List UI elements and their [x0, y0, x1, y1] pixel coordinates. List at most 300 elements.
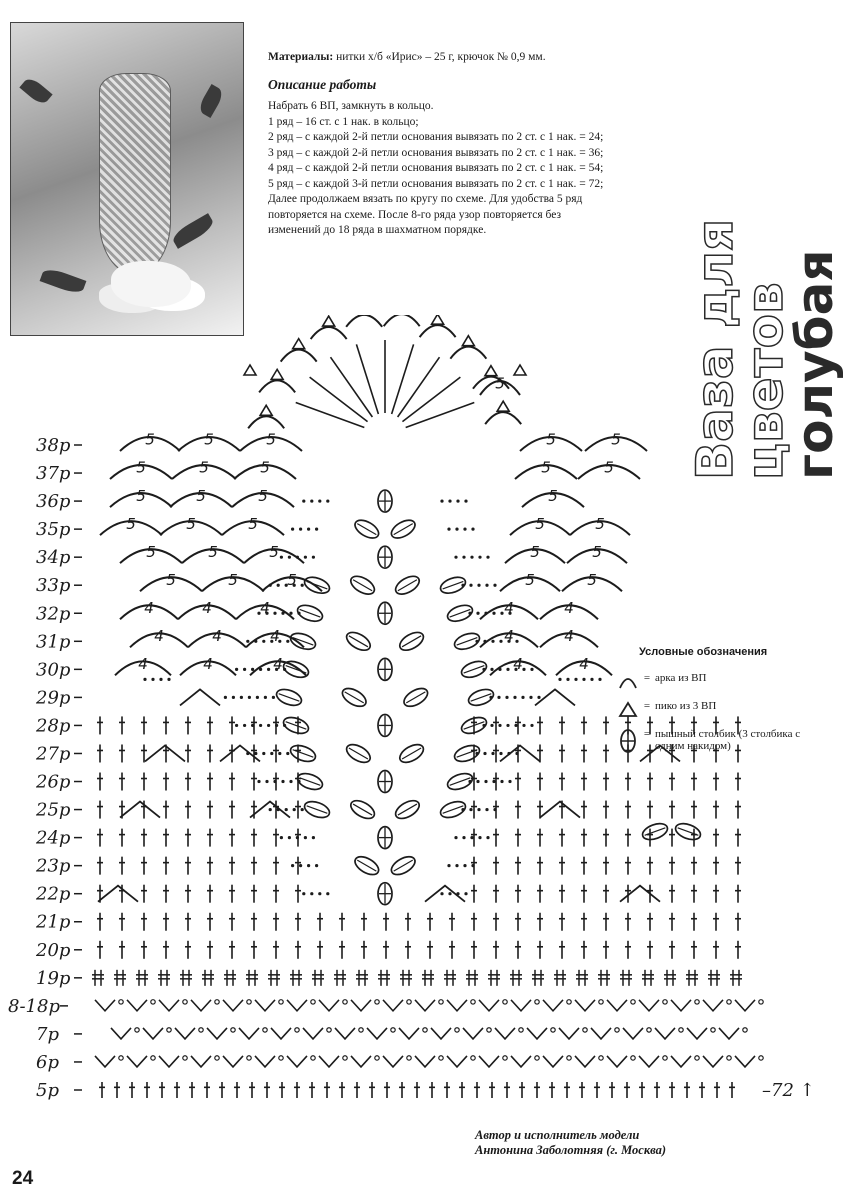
chain-stitch — [500, 612, 503, 615]
chain-stitch — [275, 724, 278, 727]
v-stitch — [383, 1056, 403, 1067]
peak-stitches — [620, 886, 660, 902]
chain-stitch — [183, 1056, 187, 1060]
chain-stitch — [448, 892, 451, 895]
chain-arch — [259, 380, 295, 392]
v-stitch — [287, 1056, 307, 1067]
v-stitch — [415, 1000, 435, 1011]
chain-stitch — [272, 696, 275, 699]
stitch-symbol — [515, 773, 521, 791]
arch-count-label: 4 — [144, 598, 154, 617]
chain-stitch — [315, 864, 318, 867]
double-stitch-symbol — [356, 970, 368, 986]
stitch-symbol — [361, 941, 367, 959]
chain-stitch — [515, 752, 518, 755]
stitch-symbol — [691, 829, 697, 847]
v-stitch — [351, 1056, 371, 1067]
leaf-shape — [19, 75, 52, 107]
stitch-symbol — [537, 885, 543, 903]
v-stitch — [511, 1000, 531, 1011]
double-stitch-symbol — [224, 970, 236, 986]
row-label: 24р — [36, 827, 71, 849]
chain-stitch — [254, 752, 257, 755]
arch-count-label: 4 — [203, 655, 213, 674]
chain-stitch — [327, 1028, 331, 1032]
page-number: 24 — [12, 1168, 34, 1189]
chain-arch — [346, 315, 382, 327]
stitch-symbol — [119, 857, 125, 875]
stitch-symbol — [97, 913, 103, 931]
stitch-symbol — [669, 913, 675, 931]
chain-stitch — [289, 780, 292, 783]
chain-stitch — [312, 556, 315, 559]
v-stitch — [431, 1028, 451, 1039]
chain-stitch — [423, 1028, 427, 1032]
chain-stitch — [498, 724, 501, 727]
chain-stitch — [277, 808, 280, 811]
double-stitch-symbol — [664, 970, 676, 986]
leaf-puff-stitch-line — [464, 666, 485, 674]
fan-stitch — [356, 344, 378, 414]
stitch-symbol — [581, 744, 587, 762]
v-stitch — [383, 1000, 403, 1011]
v-stitch — [415, 1056, 435, 1067]
arch-count-label: 5 — [287, 570, 297, 589]
double-stitch-symbol — [510, 970, 522, 986]
double-stitch-symbol — [488, 970, 500, 986]
stitch-symbol — [559, 773, 565, 791]
stitch-symbol — [713, 857, 719, 875]
stitch-symbol — [493, 716, 499, 734]
chain-stitch — [464, 499, 467, 502]
chain-stitch — [477, 584, 480, 587]
chain-stitch — [301, 808, 304, 811]
chain-stitch — [507, 752, 510, 755]
chain-arch — [311, 327, 347, 339]
double-stitch-symbol — [114, 970, 126, 986]
chain-stitch — [743, 1028, 747, 1032]
fan-stitch — [296, 403, 365, 428]
stitch-symbol — [273, 857, 279, 875]
stitch-symbol — [229, 773, 235, 791]
stitch-symbol — [229, 913, 235, 931]
chain-arch — [384, 315, 420, 326]
stitch-symbol — [295, 941, 301, 959]
v-stitch — [447, 1000, 467, 1011]
stitch-symbol — [185, 801, 191, 819]
stitch-symbol — [449, 913, 455, 931]
stitch-symbol — [414, 1082, 420, 1098]
peak-stitches — [535, 689, 575, 705]
stitch-symbol — [691, 913, 697, 931]
chain-stitch — [297, 780, 300, 783]
stitch-symbol — [97, 773, 103, 791]
picot — [432, 315, 444, 324]
stitch-symbol — [309, 1082, 315, 1098]
legend-item-picot: = пико из 3 ВП — [617, 700, 827, 718]
stitch-symbol — [493, 857, 499, 875]
chain-stitch — [478, 556, 481, 559]
arch-count-label: 4 — [564, 627, 574, 646]
stitch-symbol — [594, 1082, 600, 1098]
stitch-symbol — [647, 857, 653, 875]
chain-stitch — [231, 1028, 235, 1032]
stitch-symbol — [603, 801, 609, 819]
chain-stitch — [293, 808, 296, 811]
row-label: 37р — [36, 463, 71, 485]
stitch-symbol — [229, 885, 235, 903]
v-stitch — [223, 1056, 243, 1067]
row-label: 22р — [36, 883, 71, 905]
leaf-puff-stitch-line — [443, 806, 464, 814]
leaf-puff-stitch-line — [450, 778, 471, 786]
chain-stitch — [440, 892, 443, 895]
peak-stitches — [500, 745, 540, 761]
chain-stitch — [251, 724, 254, 727]
stitch-symbol — [579, 1082, 585, 1098]
v-stitch — [607, 1056, 627, 1067]
chain-stitch — [499, 640, 502, 643]
stitch-symbol — [624, 1082, 630, 1098]
stitch-symbol — [119, 716, 125, 734]
stitch-symbol — [735, 801, 741, 819]
description-line: 1 ряд – 16 ст. с 1 нак. в кольцо; — [268, 115, 419, 128]
stitch-symbol — [639, 1082, 645, 1098]
chain-stitch — [599, 1000, 603, 1004]
leaf-puff-stitch-line — [471, 694, 492, 702]
chain-stitch — [291, 528, 294, 531]
chain-stitch — [297, 612, 300, 615]
stitch-symbol — [207, 857, 213, 875]
stitch-symbol — [735, 885, 741, 903]
v-stitch — [303, 1028, 323, 1039]
chain-stitch — [302, 892, 305, 895]
arch-count-label: 5 — [146, 542, 156, 561]
chain-stitch — [477, 808, 480, 811]
stitch-symbol — [119, 829, 125, 847]
stitch-symbol — [251, 885, 257, 903]
chain-stitch — [232, 696, 235, 699]
chain-stitch — [318, 499, 321, 502]
chain-stitch — [521, 696, 524, 699]
chain-stitch — [711, 1028, 715, 1032]
double-stitch-symbol — [400, 970, 412, 986]
row-label: 30р — [36, 659, 71, 681]
chain-stitch — [224, 696, 227, 699]
stitch-symbol — [625, 913, 631, 931]
chain-stitch — [391, 1028, 395, 1032]
arch-count-label: 4 — [260, 598, 270, 617]
stitch-symbol — [559, 913, 565, 931]
stitch-symbol — [581, 801, 587, 819]
picot — [260, 405, 272, 415]
stitch-symbol — [141, 716, 147, 734]
chain-stitch — [151, 1056, 155, 1060]
stitch-symbol — [189, 1082, 195, 1098]
row-label: 5р — [36, 1080, 59, 1101]
chain-stitch — [283, 724, 286, 727]
chain-stitch — [476, 780, 479, 783]
chain-stitch — [359, 1028, 363, 1032]
chain-stitch — [530, 668, 533, 671]
legend-item-puff: = пышный столбик (3 столбика с одним накидом) — [617, 728, 827, 754]
leaf-shape — [40, 266, 87, 296]
v-stitch — [703, 1000, 723, 1011]
arch-count-label: 5 — [166, 570, 176, 589]
row-label: 19р — [36, 967, 71, 989]
stitch-symbol — [647, 941, 653, 959]
stitch-symbol — [229, 941, 235, 959]
v-stitch — [255, 1000, 275, 1011]
description-line: Набрать 6 ВП, замкнуть в кольцо. — [268, 100, 434, 112]
v-stitch — [399, 1028, 419, 1039]
stitch-symbol — [603, 885, 609, 903]
stitch-symbol — [97, 941, 103, 959]
stitch-symbol — [229, 801, 235, 819]
arch-count-label: 5 — [587, 570, 597, 589]
stitch-symbol — [163, 913, 169, 931]
row-label: 32р — [36, 603, 71, 625]
chain-stitch — [135, 1028, 139, 1032]
stitch-symbol — [515, 941, 521, 959]
double-stitch-symbol — [268, 970, 280, 986]
chain-stitch — [456, 499, 459, 502]
stitch-symbol — [669, 1082, 675, 1098]
stitch-symbol — [163, 941, 169, 959]
chain-stitch — [514, 724, 517, 727]
row-label: 26р — [36, 771, 71, 793]
arch-count-label: 4 — [504, 627, 514, 646]
stitch-symbol — [207, 744, 213, 762]
chain-stitch — [519, 1028, 523, 1032]
chain-stitch — [286, 752, 289, 755]
chain-stitch — [455, 528, 458, 531]
stitch-symbol — [273, 744, 279, 762]
stitch-symbol — [97, 744, 103, 762]
chain-stitch — [304, 836, 307, 839]
chain-stitch — [471, 1000, 475, 1004]
stitch-symbol — [251, 941, 257, 959]
chain-stitch — [535, 1056, 539, 1060]
chain-stitch — [470, 836, 473, 839]
arch-count-label: 5 — [595, 514, 605, 533]
puff-stitch-symbol-icon — [617, 728, 639, 754]
description-line: Далее продолжаем вязать по кругу по схеме. Для удобства 5 ряд — [268, 193, 583, 205]
chain-stitch — [247, 1000, 251, 1004]
chain-stitch — [590, 678, 593, 681]
chain-stitch — [475, 752, 478, 755]
stitch-symbol — [603, 744, 609, 762]
chain-stitch — [167, 1028, 171, 1032]
v-stitch — [479, 1000, 499, 1011]
chain-stitch — [471, 528, 474, 531]
stitch-symbol — [493, 913, 499, 931]
chain-stitch — [183, 1000, 187, 1004]
stitch-symbol — [119, 773, 125, 791]
v-stitch — [175, 1028, 195, 1039]
stitch-symbol — [735, 829, 741, 847]
chain-stitch — [264, 696, 267, 699]
stitch-symbol — [669, 885, 675, 903]
chain-stitch — [535, 1000, 539, 1004]
stitch-symbol — [519, 1082, 525, 1098]
stitch-symbol — [185, 716, 191, 734]
stitch-symbol — [489, 1082, 495, 1098]
stitch-symbol — [537, 716, 543, 734]
chain-stitch — [270, 752, 273, 755]
arch-count-label: 5 — [258, 486, 268, 505]
stitch-symbol — [713, 773, 719, 791]
chain-stitch — [246, 640, 249, 643]
stitch-symbol — [207, 829, 213, 847]
row-label: 33р — [36, 575, 71, 597]
chain-stitch — [247, 1056, 251, 1060]
stitch-symbol — [264, 1082, 270, 1098]
chain-stitch — [273, 612, 276, 615]
description-line: изменений до 18 ряда в шахматном порядке. — [268, 224, 487, 236]
chain-stitch — [302, 499, 305, 502]
chain-stitch — [497, 696, 500, 699]
chain-stitch — [522, 668, 525, 671]
arch-count-label: 5 — [199, 458, 209, 477]
stitch-symbol — [141, 773, 147, 791]
stitch-symbol — [114, 1082, 120, 1098]
stitch-symbol — [317, 913, 323, 931]
chain-stitch — [483, 752, 486, 755]
v-stitch — [287, 1000, 307, 1011]
chain-stitch — [311, 1056, 315, 1060]
stitch-symbol — [549, 1082, 555, 1098]
double-stitch-symbol — [180, 970, 192, 986]
stitch-symbol — [273, 829, 279, 847]
stitch-symbol — [691, 801, 697, 819]
double-stitch-symbol — [246, 970, 258, 986]
stitch-symbol — [714, 1082, 720, 1098]
chain-stitch — [246, 752, 249, 755]
v-stitch — [111, 1028, 131, 1039]
double-stitch-symbol — [378, 970, 390, 986]
row-label: 20р — [36, 939, 71, 961]
description-line: 4 ряд – с каждой 2-й петли основания вывязать по 2 ст. с 1 нак. = 54; — [268, 162, 604, 174]
chain-stitch — [647, 1028, 651, 1032]
crochet-vase-image — [99, 73, 171, 275]
double-stitch-symbol — [136, 970, 148, 986]
chain-stitch — [759, 1000, 763, 1004]
vase-photo — [10, 22, 244, 336]
leaf-puff-stitch-line — [279, 694, 300, 702]
arch-count-label: 5 — [604, 458, 614, 477]
v-stitch — [543, 1000, 563, 1011]
chain-stitch — [491, 640, 494, 643]
chain-stitch — [486, 836, 489, 839]
picot — [293, 339, 305, 349]
chain-stitch — [243, 724, 246, 727]
leaf-puff-stitch-line — [645, 828, 666, 836]
leaf-shape — [170, 213, 216, 249]
stitch-symbol — [647, 913, 653, 931]
chain-arch — [450, 347, 486, 359]
chain-stitch — [500, 780, 503, 783]
arch-count-label: 4 — [504, 598, 514, 617]
chain-stitch — [695, 1000, 699, 1004]
description-title: Описание работы — [268, 77, 377, 92]
chain-stitch — [326, 892, 329, 895]
v-stitch — [607, 1000, 627, 1011]
picot-symbol-icon — [617, 700, 639, 718]
stitch-symbol — [713, 913, 719, 931]
fan-stitch — [406, 403, 475, 428]
chain-stitch — [277, 584, 280, 587]
chain-arch — [485, 412, 521, 424]
stitch-symbol — [735, 913, 741, 931]
stitch-symbol — [97, 801, 103, 819]
v-stitch — [223, 1000, 243, 1011]
chain-stitch — [265, 780, 268, 783]
stitch-symbol — [581, 829, 587, 847]
stitch-symbol — [185, 829, 191, 847]
stitch-symbol — [729, 1082, 735, 1098]
fan-stitch — [310, 377, 368, 421]
stitch-symbol — [229, 829, 235, 847]
chain-stitch — [485, 584, 488, 587]
stitch-symbol — [581, 941, 587, 959]
chain-stitch — [280, 836, 283, 839]
double-stitch-symbol — [532, 970, 544, 986]
arch-count-label: 4 — [212, 627, 222, 646]
row-label: 8-18р — [8, 995, 60, 1017]
stitch-symbol — [207, 773, 213, 791]
row-label: 38р — [36, 435, 71, 456]
v-stitch — [143, 1028, 163, 1039]
picot — [514, 365, 526, 375]
chain-stitch — [235, 668, 238, 671]
chain-stitch — [470, 556, 473, 559]
chain-stitch — [482, 668, 485, 671]
description-line: 3 ряд – с каждой 2-й петли основания вывязать по 2 ст. с 1 нак. = 36; — [268, 146, 604, 159]
stitch-symbol — [603, 773, 609, 791]
arch-count-label: 5 — [228, 570, 238, 589]
chain-stitch — [695, 1056, 699, 1060]
row-label: 31р — [36, 631, 71, 653]
stitch-symbol — [163, 857, 169, 875]
chain-stitch — [489, 696, 492, 699]
arch-count-label: 5 — [546, 430, 556, 449]
chain-stitch — [343, 1056, 347, 1060]
stitch-symbol — [97, 857, 103, 875]
chain-stitch — [285, 808, 288, 811]
v-stitch — [735, 1000, 755, 1011]
chain-stitch — [159, 678, 162, 681]
stitch-symbol — [339, 913, 345, 931]
stitch-symbol — [99, 1082, 105, 1098]
chain-stitch — [267, 724, 270, 727]
chain-stitch — [462, 556, 465, 559]
row-label: 36р — [36, 491, 71, 513]
chain-stitch — [476, 612, 479, 615]
v-stitch — [319, 1056, 339, 1067]
description-line: 5 ряд – с каждой 3-й петли основания вывязать по 2 ст. с 1 нак. = 72; — [268, 177, 604, 190]
stitch-symbol — [669, 801, 675, 819]
stitch-symbol — [163, 773, 169, 791]
stitch-symbol — [279, 1082, 285, 1098]
chain-stitch — [167, 678, 170, 681]
chain-stitch — [492, 612, 495, 615]
chain-stitch — [471, 864, 474, 867]
arch-count-label: 5 — [495, 374, 505, 393]
stitch-symbol — [119, 913, 125, 931]
stitch-symbol — [515, 857, 521, 875]
stitch-symbol — [669, 857, 675, 875]
